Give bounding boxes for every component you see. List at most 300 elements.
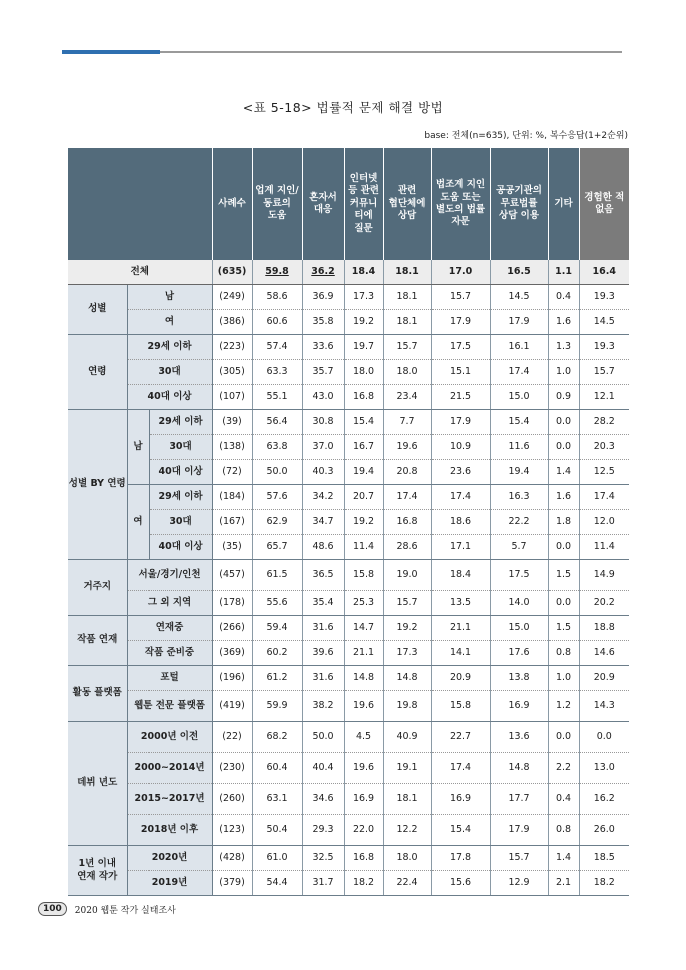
table-cell [344,310,383,335]
value-cell: 22.7 [449,730,472,742]
table-cell [579,410,629,435]
table-cell [127,722,212,753]
row-label: 그 외 지역 [147,596,192,608]
value-cell: 1.4 [555,465,572,477]
value-cell: 16.9 [449,792,472,804]
table-cell [383,335,431,360]
value-cell: 17.8 [449,851,472,863]
table-cell [127,385,212,410]
value-cell: 22.2 [508,515,530,527]
value-cell: 63.8 [266,440,288,452]
table-cell [383,846,431,871]
table-cell [548,560,579,591]
table-cell [212,815,252,846]
value-cell: 19.4 [508,465,530,477]
table-cell [252,310,302,335]
value-cell: 62.9 [266,515,288,527]
value-cell: 21.1 [352,646,375,658]
value-cell: 14.6 [593,646,615,658]
table-cell [212,335,252,360]
value-cell: 18.6 [449,515,472,527]
table-cell [127,616,212,641]
row-label: 2018년 이후 [140,823,199,835]
value-cell: 15.8 [449,699,472,711]
value-cell: 22.0 [352,823,375,835]
value-cell: 14.7 [352,621,375,633]
value-cell: 33.6 [312,340,334,352]
row-label: 40대 이상 [158,465,203,477]
value-cell: 2.1 [555,876,572,888]
table-cell [548,753,579,784]
table-cell [212,666,252,691]
table-cell [490,641,548,666]
table-cell [431,666,490,691]
value-cell: 1.2 [555,699,572,711]
table-cell [68,846,127,896]
value-cell: 19.6 [396,440,418,452]
value-cell: 1.5 [555,621,572,633]
table-cell [490,285,548,310]
sample-size: (305) [219,365,245,377]
value-cell: 19.6 [352,699,375,711]
value-cell: 14.9 [593,568,615,580]
value-cell: 1.5 [555,568,572,580]
table-cell [579,784,629,815]
sample-size: (249) [219,290,245,302]
table-cell [383,784,431,815]
table-cell [344,460,383,485]
table-cell [490,360,548,385]
value-cell: 36.5 [312,568,334,580]
table-cell [344,591,383,616]
table-cell [548,871,579,896]
table-cell [127,335,212,360]
row-label: 남 [164,290,175,302]
sample-size: (386) [219,315,245,327]
value-cell: 21.1 [449,621,472,633]
value-cell: 1.0 [555,365,572,377]
value-cell: 10.9 [449,440,472,452]
table-cell [127,591,212,616]
table-cell [212,360,252,385]
table-row [68,616,629,641]
table-cell [383,753,431,784]
group-label: 성별 BY 연령 [68,478,126,490]
table-cell [344,846,383,871]
table-cell [431,435,490,460]
value-cell: 16.8 [352,390,375,402]
value-cell: 39.6 [312,646,334,658]
table-row [68,510,629,535]
value-cell: 1.0 [555,671,572,683]
table-cell [579,722,629,753]
table-cell [579,871,629,896]
table-cell [490,560,548,591]
table-cell [344,666,383,691]
table-cell [579,385,629,410]
value-cell: 18.4 [351,265,376,277]
table-cell [579,510,629,535]
row-label: 웹툰 전문 플랫폼 [134,699,205,711]
value-cell: 14.5 [593,315,615,327]
row-label: 40대 이상 [158,540,203,552]
table-cell [344,815,383,846]
table-cell [252,691,302,722]
sample-size: (39) [222,415,242,427]
value-cell: 19.0 [396,568,418,580]
table-cell [252,510,302,535]
table-cell [431,410,490,435]
table-cell [344,641,383,666]
value-cell: 28.2 [593,415,615,427]
value-cell: 29.3 [312,823,334,835]
table-cell [127,691,212,722]
value-cell: 13.0 [593,761,615,773]
value-cell: 14.8 [352,671,375,683]
table-cell [579,310,629,335]
table-cell [252,871,302,896]
table-row [68,410,629,435]
table-cell [431,335,490,360]
table-cell [431,260,490,285]
value-cell: 18.2 [352,876,375,888]
value-cell: 0.8 [555,823,572,835]
value-cell: 17.9 [449,315,472,327]
value-cell: 18.1 [396,792,418,804]
table-cell [68,666,127,722]
table-cell [344,535,383,560]
table-cell [490,846,548,871]
table-cell [431,535,490,560]
table-row [68,846,629,871]
table-cell [579,285,629,310]
table-cell [548,310,579,335]
value-cell: 16.2 [593,792,615,804]
table-cell [302,641,344,666]
table-cell [579,846,629,871]
table-cell [212,535,252,560]
table-cell [431,310,490,335]
table-cell [212,460,252,485]
value-cell: 12.0 [593,515,615,527]
table-cell [302,335,344,360]
table-cell [490,753,548,784]
table-cell [344,560,383,591]
table-cell [383,560,431,591]
sample-size: (428) [219,851,245,863]
column-header: 인터넷 등 관련 커뮤니 티에 질문 [344,148,383,260]
table-cell [212,846,252,871]
value-cell: 37.0 [312,440,334,452]
table-cell [383,591,431,616]
table-row-total [68,260,629,285]
table-cell [302,846,344,871]
value-cell: 16.5 [507,265,531,277]
table-cell [383,616,431,641]
value-cell: 12.1 [593,390,615,402]
table-cell [212,722,252,753]
table-cell [490,616,548,641]
sample-size: (260) [219,792,245,804]
table-cell [548,385,579,410]
sample-size: (196) [219,671,245,683]
value-cell: 15.4 [508,415,530,427]
table-cell [383,260,431,285]
table-cell [149,435,212,460]
column-header: 공공기관의 무료법률 상담 이용 [490,148,548,260]
value-cell: 0.0 [555,730,572,742]
value-cell: 20.9 [449,671,472,683]
table-cell [344,335,383,360]
table-cell [127,310,212,335]
table-cell [383,460,431,485]
value-cell: 23.4 [396,390,418,402]
row-label: 30대 [158,365,181,377]
sample-size: (419) [219,699,245,711]
value-cell: 14.3 [593,699,615,711]
value-cell: 20.3 [593,440,615,452]
value-cell: 16.4 [592,265,616,277]
table-row [68,722,629,753]
row-label: 2020년 [151,851,188,863]
table-title: <표 5-18> 법률적 문제 해결 방법 [242,100,444,115]
table-cell [490,310,548,335]
table-cell [302,535,344,560]
column-header: 사례수 [212,148,252,260]
value-cell: 59.9 [266,699,288,711]
value-cell: 12.9 [508,876,530,888]
value-cell: 19.1 [396,761,418,773]
table-cell [252,485,302,510]
row-label: 30대 [169,440,192,452]
header-row [68,148,629,260]
table-cell [212,485,252,510]
value-cell: 15.7 [449,290,472,302]
group-label: 거주지 [83,581,112,593]
table-cell [344,360,383,385]
sample-size: (138) [219,440,245,452]
table-cell [548,641,579,666]
group-label: 데뷔 년도 [77,777,118,789]
value-cell: 19.2 [396,621,418,633]
row-label: 포털 [160,671,179,683]
table-cell [149,535,212,560]
table-cell [127,285,212,310]
value-cell: 23.6 [449,465,472,477]
table-cell [252,260,302,285]
base-note: base: 전체(n=635), 단위: %, 복수응답(1+2순위) [424,131,628,141]
value-cell: 55.1 [266,390,288,402]
table-cell [383,691,431,722]
value-cell: 0.4 [555,792,572,804]
value-cell: 15.8 [352,568,375,580]
table-cell [252,616,302,641]
table-cell [383,815,431,846]
table-cell [68,410,127,560]
value-cell: 60.4 [266,761,288,773]
value-cell: 20.7 [352,490,375,502]
value-cell: 40.4 [312,761,334,773]
sample-size: (72) [222,465,242,477]
row-label: 2019년 [151,876,188,888]
table-cell [127,641,212,666]
value-cell: 18.1 [396,290,418,302]
table-cell [127,846,212,871]
table-row [68,310,629,335]
value-cell: 34.7 [312,515,334,527]
subgroup-label: 남 [133,440,143,452]
value-cell: 15.0 [508,621,530,633]
table-row [68,285,629,310]
table-cell [490,535,548,560]
page-footer [38,902,629,916]
value-cell: 36.9 [312,290,334,302]
column-header: 혼자서 대응 [302,148,344,260]
value-cell: 14.1 [449,646,472,658]
value-cell: 15.7 [396,596,418,608]
value-cell: 1.3 [555,340,572,352]
table-cell [68,335,127,410]
group-label: 활동 플랫폼 [72,687,122,699]
table-cell [383,385,431,410]
row-label: 40대 이상 [147,390,192,402]
value-cell: 35.8 [312,315,334,327]
value-cell: 50.4 [266,823,288,835]
row-label: 연재중 [155,621,184,633]
sample-size: (369) [219,646,245,658]
table-cell [252,460,302,485]
value-cell: 58.6 [266,290,288,302]
table-cell [212,591,252,616]
value-cell: 57.4 [266,340,288,352]
table-cell [302,691,344,722]
table-cell [252,285,302,310]
value-cell: 57.6 [266,490,288,502]
table-row [68,666,629,691]
table-cell [490,335,548,360]
table-row [68,815,629,846]
table-cell [344,510,383,535]
table-cell [302,666,344,691]
table-cell [431,815,490,846]
table-cell [68,260,212,285]
value-cell: 17.4 [396,490,418,502]
table-cell [302,784,344,815]
value-cell: 19.4 [352,465,375,477]
value-cell: 18.0 [352,365,375,377]
table-cell [344,691,383,722]
value-cell: 16.7 [352,440,375,452]
table-cell [344,784,383,815]
value-cell: 54.4 [266,876,288,888]
table-cell [548,591,579,616]
table-cell [490,722,548,753]
column-header: 경험한 적 없음 [579,148,629,260]
value-cell: 18.5 [593,851,615,863]
value-cell: 15.0 [508,390,530,402]
value-cell: 18.2 [593,876,615,888]
table-cell [548,666,579,691]
table-cell [579,435,629,460]
value-cell: 18.0 [396,851,418,863]
table-cell [302,285,344,310]
value-cell: 65.7 [266,540,288,552]
value-cell: 15.1 [449,365,472,377]
table-cell [252,815,302,846]
group-label: 작품 연재 [77,634,118,646]
value-cell: 56.4 [266,415,288,427]
table-cell [383,510,431,535]
table-cell [344,753,383,784]
table-cell [252,784,302,815]
value-cell: 31.7 [312,876,334,888]
value-cell: 20.8 [396,465,418,477]
table-cell [344,410,383,435]
table-cell [383,360,431,385]
value-cell: 12.5 [593,465,615,477]
table-cell [212,285,252,310]
table-cell [212,510,252,535]
value-cell: 40.3 [312,465,334,477]
table-cell [579,691,629,722]
table-cell [548,691,579,722]
value-cell: 14.8 [396,671,418,683]
table-cell [302,460,344,485]
table-cell [302,722,344,753]
value-cell: 61.0 [266,851,288,863]
table-cell [431,485,490,510]
value-cell: 21.5 [449,390,472,402]
table-cell [252,753,302,784]
value-cell: 0.4 [555,290,572,302]
value-cell: 17.1 [449,540,472,552]
row-label: 2000~2014년 [134,761,205,773]
value-cell: 1.4 [555,851,572,863]
table-row [68,691,629,722]
table-cell [383,410,431,435]
table-cell [68,722,127,846]
value-cell: 17.4 [449,761,472,773]
column-header: 기타 [548,148,579,260]
table-cell [252,722,302,753]
value-cell: 26.0 [593,823,615,835]
table-cell [127,871,212,896]
value-cell: 16.3 [508,490,530,502]
table-cell [212,260,252,285]
table-cell [548,335,579,360]
table-cell [127,360,212,385]
value-cell: 34.6 [312,792,334,804]
table-cell [344,385,383,410]
value-cell: 13.8 [508,671,530,683]
value-cell: 60.2 [266,646,288,658]
value-cell: 17.5 [508,568,530,580]
table-row [68,385,629,410]
table-cell [431,753,490,784]
table-cell [302,560,344,591]
table-cell [431,591,490,616]
value-cell: 15.6 [449,876,472,888]
table-cell [127,815,212,846]
value-cell: 32.5 [312,851,334,863]
table-cell [579,360,629,385]
table-cell [490,591,548,616]
table-cell [548,846,579,871]
value-cell: 50.0 [266,465,288,477]
row-label: 여 [164,315,175,327]
value-cell: 30.8 [312,415,334,427]
table-cell [302,310,344,335]
